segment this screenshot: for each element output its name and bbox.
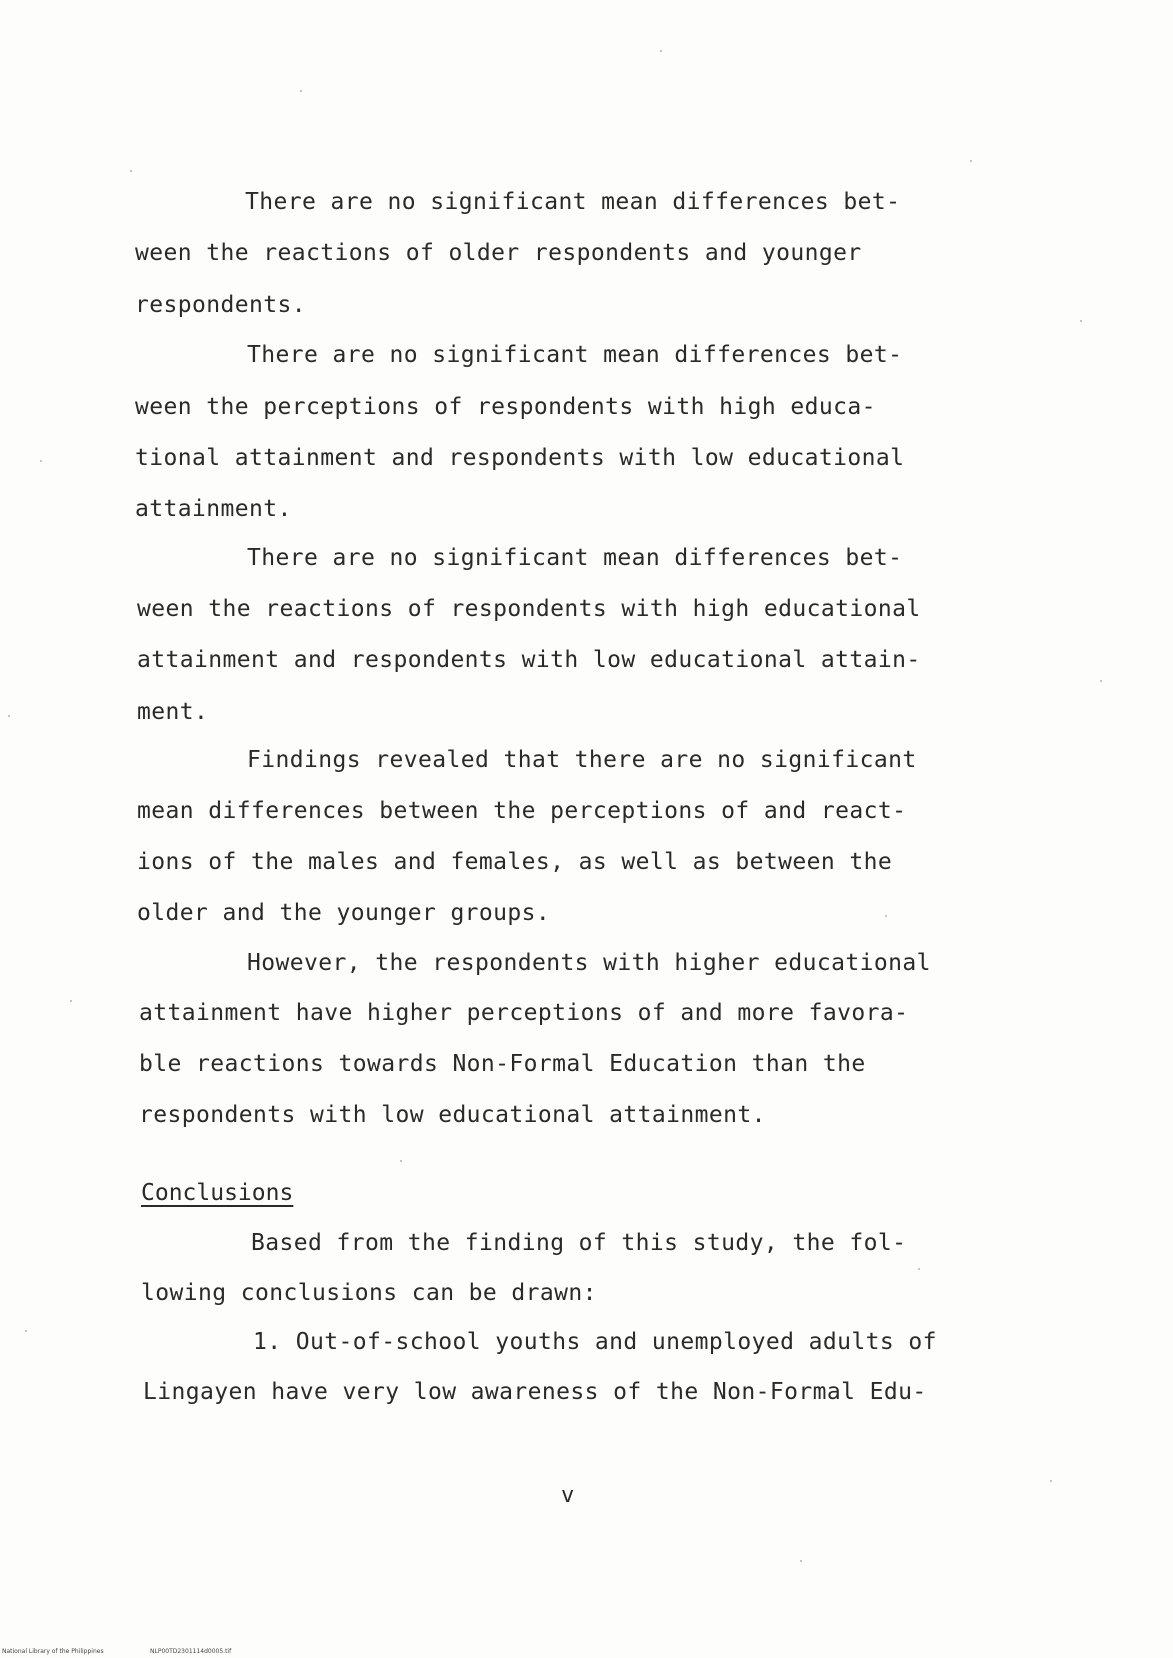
scan-speck bbox=[885, 915, 887, 917]
paragraph-2-line-2: ween the perceptions of respondents with high educa- bbox=[135, 394, 876, 420]
conclusions-paragraph-2-line-2: Lingayen have very low awareness of the Non-Formal Edu- bbox=[143, 1379, 927, 1405]
scan-speck bbox=[130, 170, 132, 172]
paragraph-3-line-3: attainment and respondents with low educational attain- bbox=[137, 647, 921, 673]
scan-speck bbox=[25, 1330, 27, 1332]
paragraph-5-line-1: However, the respondents with higher educational bbox=[247, 950, 931, 976]
conclusions-paragraph-2-line-1: 1. Out-of-school youths and unemployed adults of bbox=[253, 1329, 937, 1355]
paragraph-1-line-1: There are no significant mean differences bet- bbox=[245, 189, 901, 215]
footer-library-stamp: National Library of the Philippines bbox=[2, 1648, 104, 1655]
conclusions-paragraph-1-line-2: lowing conclusions can be drawn: bbox=[141, 1280, 597, 1306]
conclusions-paragraph-1-line-1: Based from the finding of this study, the fol- bbox=[251, 1230, 907, 1256]
paragraph-1-line-3: respondents. bbox=[135, 292, 306, 318]
scan-speck bbox=[8, 715, 10, 717]
paragraph-3-line-2: ween the reactions of respondents with high educational bbox=[137, 596, 921, 622]
scan-speck bbox=[1080, 320, 1082, 322]
page-number: v bbox=[561, 1483, 575, 1508]
scan-speck bbox=[300, 90, 302, 92]
footer-file-name: NLP00TD2301114d0005.tif bbox=[150, 1648, 232, 1655]
paragraph-1-line-2: ween the reactions of older respondents and younger bbox=[135, 240, 862, 266]
paragraph-3-line-4: ment. bbox=[137, 699, 209, 725]
paragraph-4-line-1: Findings revealed that there are no significant bbox=[247, 747, 917, 773]
paragraph-5-line-3: ble reactions towards Non-Formal Education than the bbox=[139, 1051, 866, 1077]
paragraph-3-line-1: There are no significant mean differences bet- bbox=[247, 545, 903, 571]
scan-speck bbox=[400, 1160, 402, 1162]
scan-speck bbox=[918, 1268, 920, 1270]
scan-speck bbox=[1050, 1480, 1052, 1482]
paragraph-4-line-4: older and the younger groups. bbox=[137, 900, 551, 926]
conclusions-heading: Conclusions bbox=[141, 1180, 294, 1206]
paragraph-4-line-2: mean differences between the perceptions of and react- bbox=[137, 798, 907, 824]
scan-speck bbox=[800, 1560, 802, 1562]
scan-speck bbox=[1100, 680, 1102, 682]
paragraph-4-line-3: ions of the males and females, as well as between the bbox=[137, 849, 893, 875]
scan-speck bbox=[970, 160, 972, 162]
scan-speck bbox=[70, 1000, 72, 1002]
paragraph-2-line-1: There are no significant mean differences bet- bbox=[247, 342, 903, 368]
scan-speck bbox=[40, 460, 42, 462]
paragraph-5-line-4: respondents with low educational attainment. bbox=[139, 1102, 766, 1128]
paragraph-5-line-2: attainment have higher perceptions of and more favora- bbox=[139, 1000, 909, 1026]
paragraph-2-line-4: attainment. bbox=[135, 496, 292, 522]
paragraph-2-line-3: tional attainment and respondents with low educational bbox=[135, 445, 905, 471]
scan-speck bbox=[660, 50, 662, 52]
